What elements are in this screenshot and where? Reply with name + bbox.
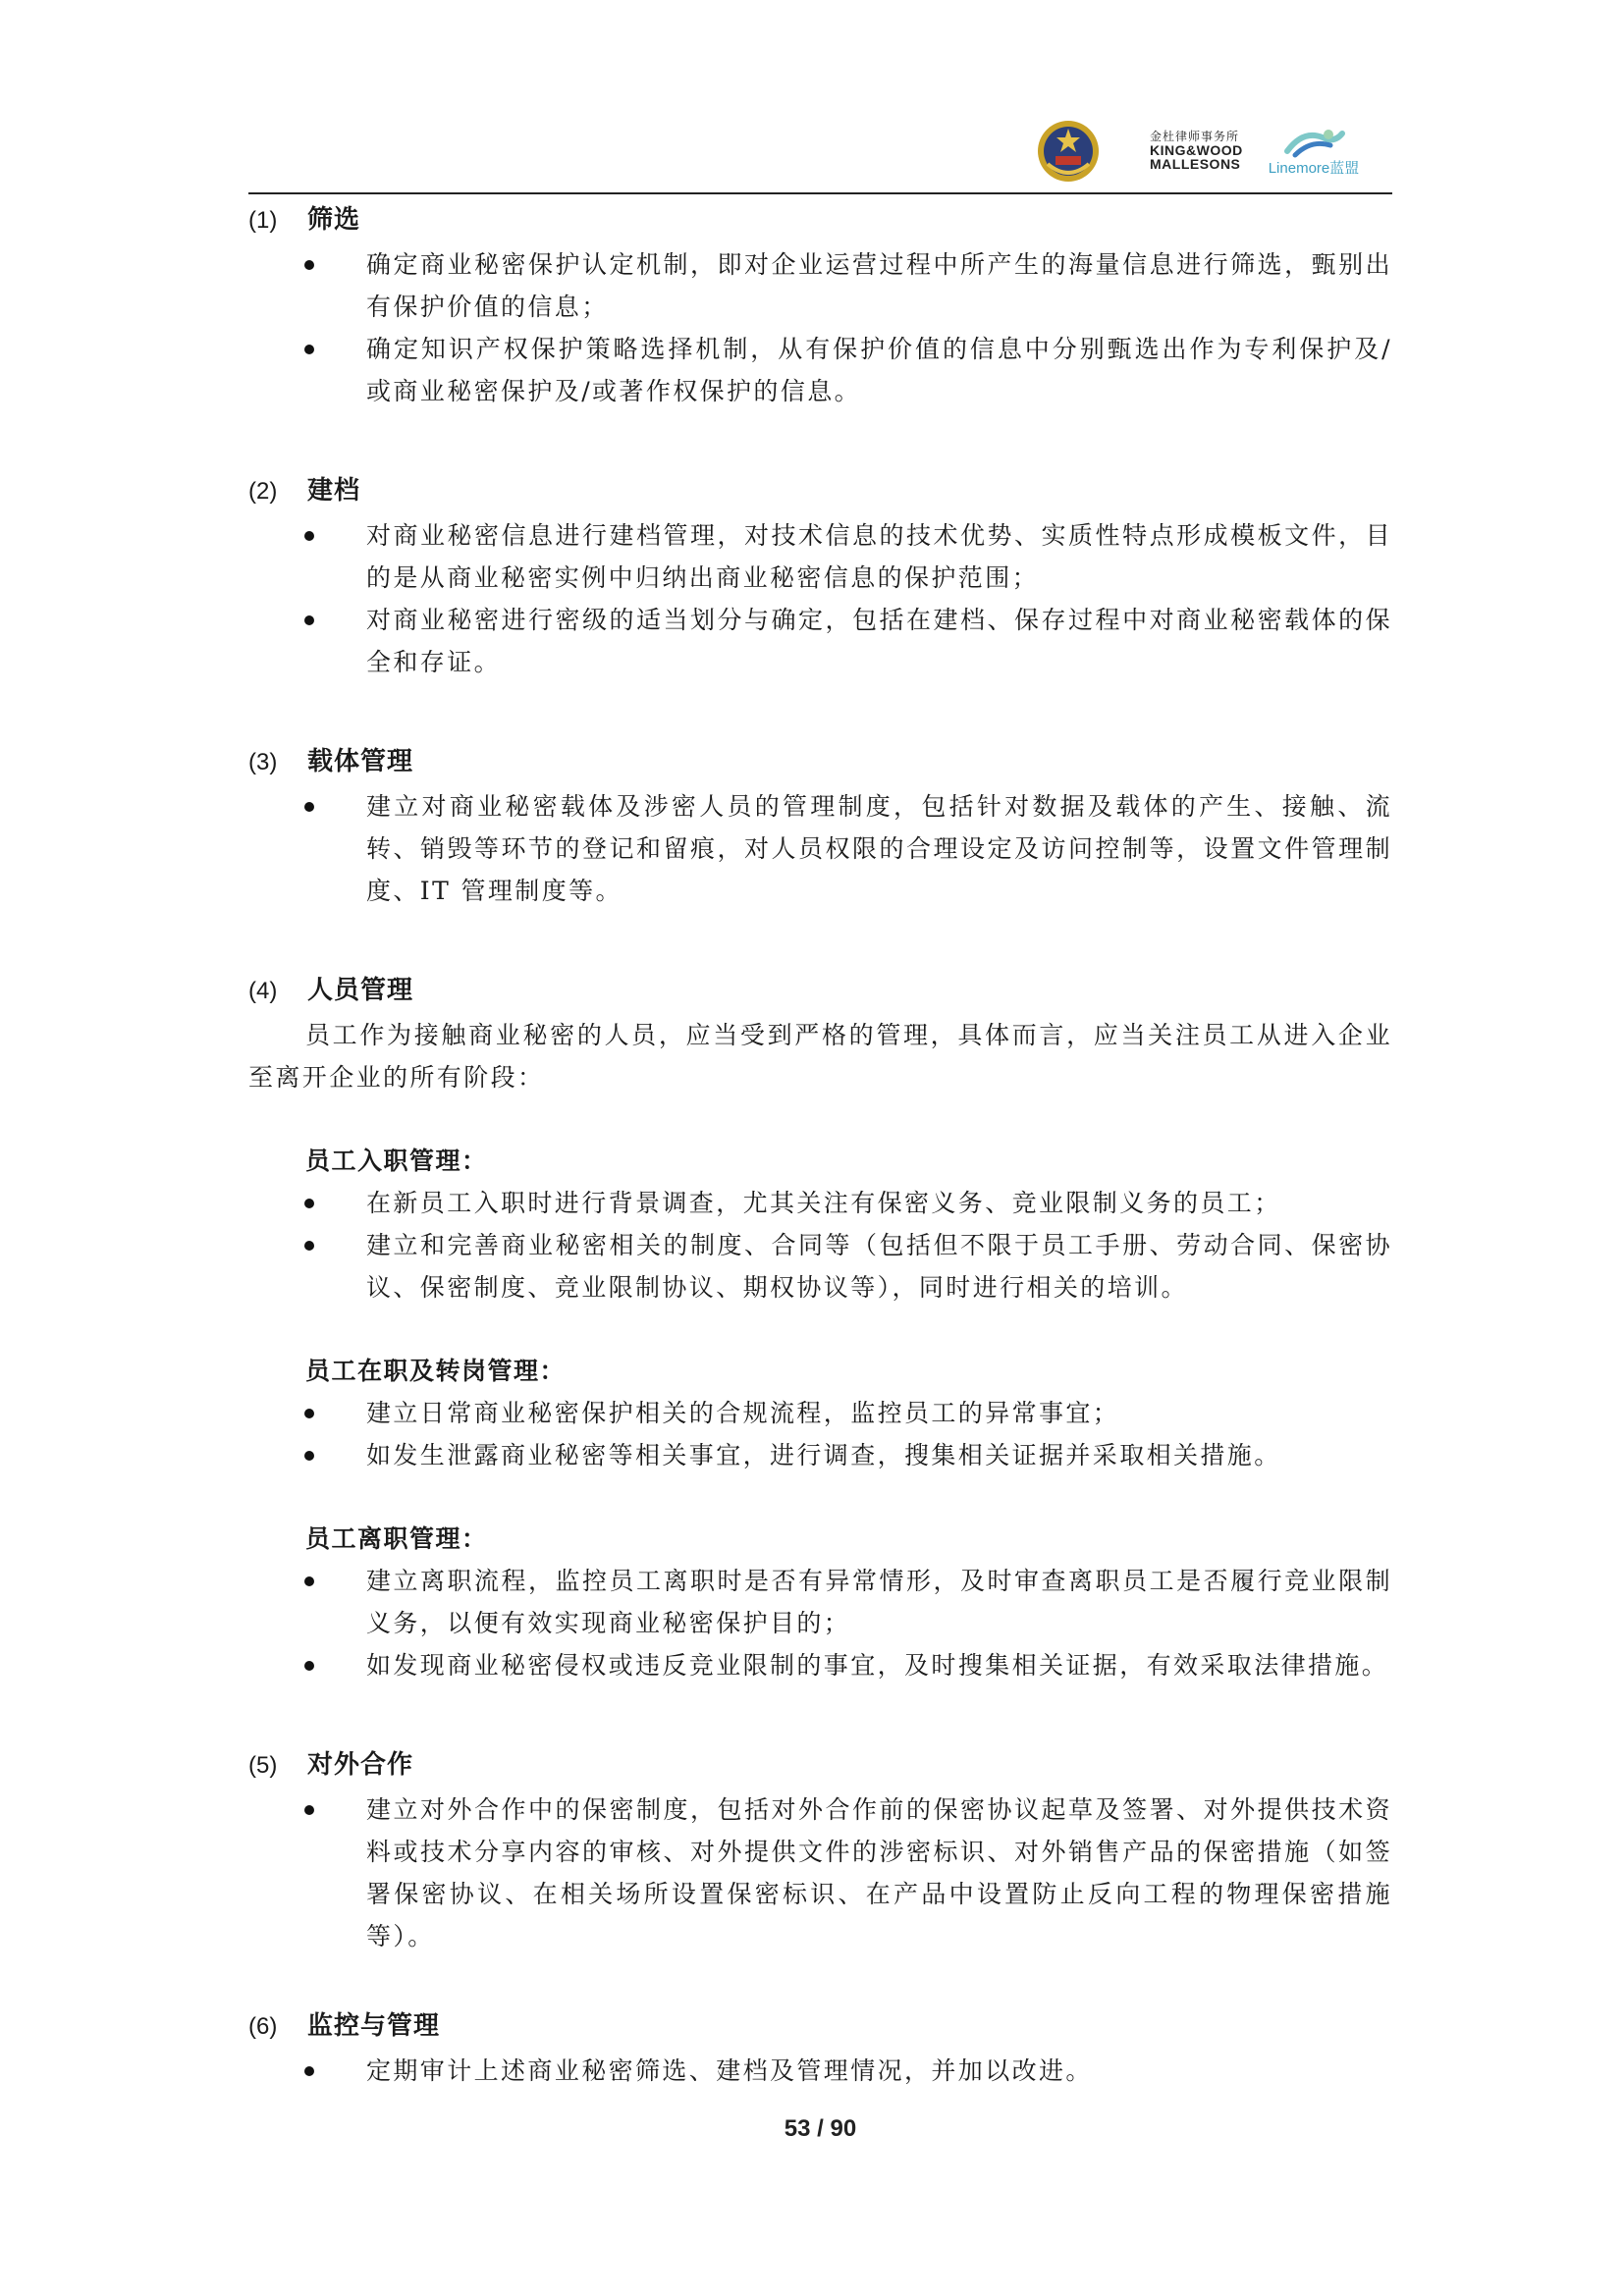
firm-name-cn: 金杜律师事务所 — [1150, 130, 1240, 144]
bullet-icon — [304, 1661, 314, 1671]
bullet-list — [248, 2050, 1392, 2092]
bullet-icon — [304, 1451, 314, 1461]
list-item-text: 在新员工入职时进行背景调查，尤其关注有保密义务、竞业限制义务的员工； — [366, 1189, 1281, 1217]
subsection-title: 员工离职管理： — [305, 1524, 488, 1553]
bullet-list — [248, 1182, 1392, 1308]
section-number: (4) — [248, 978, 278, 1004]
list-item-text: 建立日常商业秘密保护相关的合规流程，监控员工的异常事宜； — [366, 1399, 1120, 1427]
bullet-icon — [304, 1576, 314, 1586]
partner-name-en: Linemore — [1268, 159, 1330, 177]
section-heading — [248, 196, 1392, 243]
section-monitoring — [248, 2002, 1392, 2092]
section-heading — [248, 738, 1392, 785]
section-number: (1) — [248, 207, 278, 234]
linemore-logo — [1269, 126, 1360, 178]
list-item — [248, 514, 1392, 599]
section-title: 对外合作 — [307, 1750, 414, 1780]
section-number: (6) — [248, 2013, 278, 2040]
firm-name-en-1: KING&WOOD — [1150, 141, 1243, 158]
list-item — [248, 1434, 1392, 1476]
list-item-text: 建立和完善商业秘密相关的制度、合同等（包括但不限于员工手册、劳动合同、保密协议、保密制度、竞业限制协议、期权协议等），同时进行相关的培训。 — [366, 1231, 1392, 1302]
linemore-text — [1269, 157, 1360, 178]
section-title: 人员管理 — [307, 976, 414, 1005]
list-item — [248, 599, 1392, 683]
section-intro: 员工作为接触商业秘密的人员，应当受到严格的管理，具体而言，应当关注员工从进入企业至离开企业的所有阶段： — [248, 1021, 1392, 1092]
list-item-text: 建立离职流程，监控员工离职时是否有异常情形，及时审查离职员工是否履行竞业限制义务，以便有效实现商业秘密保护目的； — [366, 1567, 1392, 1637]
list-item — [248, 243, 1392, 328]
list-item — [248, 1789, 1392, 1957]
section-personnel-management — [248, 967, 1392, 1686]
section-number: (2) — [248, 478, 278, 505]
list-item-text: 如发现商业秘密侵权或违反竞业限制的事宜，及时搜集相关证据，有效采取法律措施。 — [366, 1651, 1389, 1680]
bullet-list — [248, 243, 1392, 412]
section-heading — [248, 2002, 1392, 2050]
bullet-icon — [304, 1409, 314, 1418]
bullet-icon — [304, 615, 314, 625]
list-item — [248, 1224, 1392, 1308]
bullet-list — [248, 1392, 1392, 1476]
bullet-icon — [304, 1199, 314, 1208]
list-item — [248, 328, 1392, 412]
section-screening — [248, 196, 1392, 412]
list-item — [248, 2050, 1392, 2092]
section-external-cooperation — [248, 1741, 1392, 1957]
list-item — [248, 1392, 1392, 1434]
subsection-title: 员工入职管理： — [305, 1147, 488, 1175]
bullet-icon — [304, 802, 314, 812]
header-logos — [1036, 116, 1359, 187]
list-item-text: 对商业秘密信息进行建档管理，对技术信息的技术优势、实质性特点形成模板文件，目的是从商业秘密实例中归纳出商业秘密信息的保护范围； — [366, 521, 1392, 592]
list-item-text: 对商业秘密进行密级的适当划分与确定，包括在建档、保存过程中对商业秘密载体的保全和存证。 — [366, 606, 1392, 676]
section-number: (3) — [248, 749, 278, 775]
linemore-mark-icon — [1281, 126, 1346, 161]
page-number: 53 / 90 — [784, 2115, 857, 2142]
bullet-list — [248, 1789, 1392, 1957]
header-rule — [248, 192, 1392, 194]
bullet-icon — [304, 345, 314, 354]
list-item-text: 定期审计上述商业秘密筛选、建档及管理情况，并加以改进。 — [366, 2056, 1093, 2085]
subsection-title: 员工在职及转岗管理： — [305, 1357, 567, 1385]
list-item-text: 确定知识产权保护策略选择机制，从有保护价值的信息中分别甄选出作为专利保护及/或商业秘密保护及/或著作权保护的信息。 — [366, 335, 1392, 405]
bullet-list — [248, 785, 1392, 912]
section-title: 载体管理 — [307, 747, 414, 776]
section-title: 建档 — [307, 476, 361, 506]
bullet-icon — [304, 260, 314, 270]
partner-name-cn: 蓝盟 — [1329, 159, 1360, 177]
section-number: (5) — [248, 1752, 278, 1779]
list-item — [248, 785, 1392, 912]
list-item-text: 建立对外合作中的保密制度，包括对外合作前的保密协议起草及签署、对外提供技术资料或技术分享内容的审核、对外提供文件的涉密标识、对外销售产品的保密措施（如签署保密协议、在相关场所设置保密标识、在产品中设置防止反向工程的物理保密措施等）。 — [366, 1795, 1392, 1950]
section-heading — [248, 1741, 1392, 1789]
list-item — [248, 1644, 1392, 1686]
list-item-text: 如发生泄露商业秘密等相关事宜，进行调查，搜集相关证据并采取相关措施。 — [366, 1441, 1281, 1469]
list-item — [248, 1182, 1392, 1224]
kwm-logo — [1150, 131, 1243, 172]
bullet-list — [248, 1560, 1392, 1686]
bullet-icon — [304, 2066, 314, 2076]
section-title: 监控与管理 — [307, 2011, 441, 2041]
section-carrier-management — [248, 738, 1392, 912]
list-item-text: 建立对商业秘密载体及涉密人员的管理制度，包括针对数据及载体的产生、接触、流转、销毁等环节的登记和留痕，对人员权限的合理设定及访问控制等，设置文件管理制度、IT 管理制度等。 — [366, 792, 1392, 905]
section-heading — [248, 967, 1392, 1014]
bullet-icon — [304, 531, 314, 541]
bullet-icon — [304, 1805, 314, 1815]
police-emblem-icon — [1036, 119, 1101, 184]
document-body — [248, 196, 1392, 2092]
bullet-list — [248, 514, 1392, 683]
firm-name-en-2: MALLESONS — [1150, 156, 1241, 173]
bullet-icon — [304, 1241, 314, 1251]
list-item — [248, 1560, 1392, 1644]
list-item-text: 确定商业秘密保护认定机制，即对企业运营过程中所产生的海量信息进行筛选，甄别出有保护价值的信息； — [366, 250, 1392, 321]
section-heading — [248, 467, 1392, 514]
section-archiving — [248, 467, 1392, 683]
section-title: 筛选 — [307, 205, 361, 235]
